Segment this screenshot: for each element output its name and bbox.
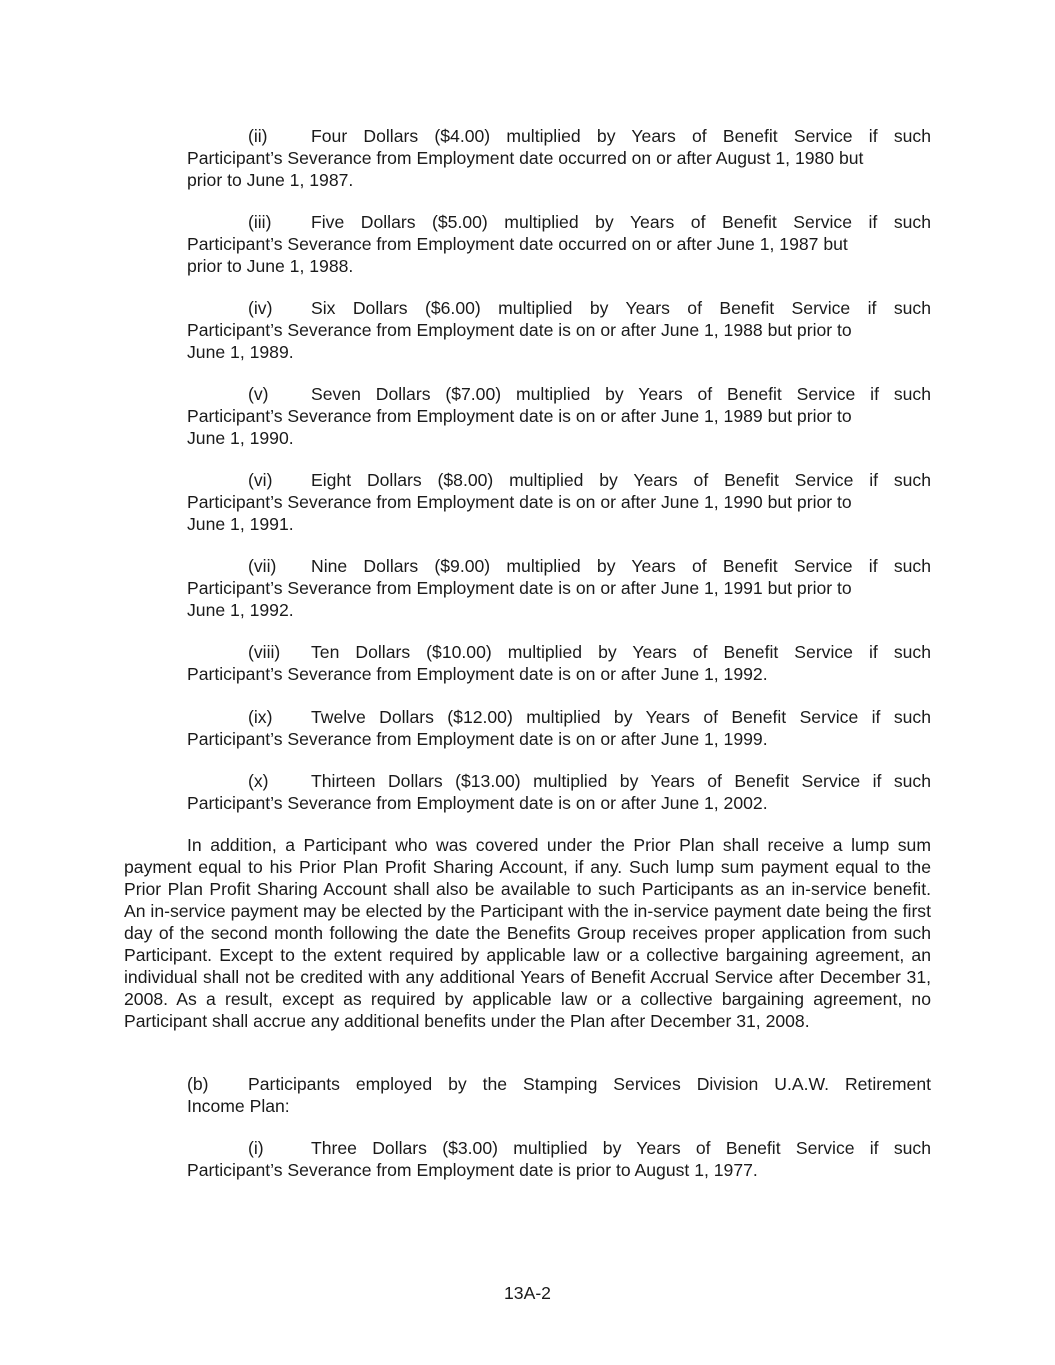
item-text: June 1, 1991.: [187, 514, 294, 534]
list-item: [187, 555, 931, 621]
item-text: Three Dollars ($3.00) multiplied by Years of Benefit Service if such: [311, 1138, 931, 1158]
list-item: [187, 469, 931, 535]
item-text: June 1, 1992.: [187, 600, 294, 620]
item-number: (x): [248, 771, 269, 791]
item-text: Participant’s Severance from Employment date is on or after June 1, 2002.: [187, 793, 768, 813]
item-text: prior to June 1, 1987.: [187, 170, 354, 190]
item-text: Participant’s Severance from Employment date is on or after June 1, 1999.: [187, 729, 768, 749]
item-text: Ten Dollars ($10.00) multiplied by Years of Benefit Service if such: [311, 642, 931, 662]
item-number: (ix): [248, 707, 273, 727]
item-number: (ii): [248, 126, 268, 146]
list-item: [187, 706, 931, 750]
item-number: (viii): [248, 642, 281, 662]
item-text: Participant’s Severance from Employment date is on or after June 1, 1990 but prior to: [187, 492, 852, 512]
item-text: Twelve Dollars ($12.00) multiplied by Years of Benefit Service if such: [311, 707, 931, 727]
item-text: June 1, 1989.: [187, 342, 294, 362]
list-item: [187, 125, 931, 191]
item-text: prior to June 1, 1988.: [187, 256, 354, 276]
list-item: [187, 641, 931, 685]
item-text: Participant’s Severance from Employment date occurred on or after August 1, 1980 but: [187, 148, 864, 168]
list-item: [187, 383, 931, 449]
item-number: (v): [248, 384, 269, 404]
item-text: Nine Dollars ($9.00) multiplied by Years of Benefit Service if such: [311, 556, 931, 576]
item-text: Four Dollars ($4.00) multiplied by Years of Benefit Service if such: [311, 126, 931, 146]
item-number: (iv): [248, 298, 273, 318]
page-number: 13A-2: [504, 1283, 551, 1303]
list-item: [187, 1137, 931, 1181]
list-item: [187, 211, 931, 277]
list-item: [187, 297, 931, 363]
item-number: (iii): [248, 212, 272, 232]
item-text: Five Dollars ($5.00) multiplied by Years of Benefit Service if such: [311, 212, 931, 232]
item-text: Participant’s Severance from Employment date is prior to August 1, 1977.: [187, 1160, 758, 1180]
item-text: Thirteen Dollars ($13.00) multiplied by Years of Benefit Service if such: [311, 771, 931, 791]
item-number: (vi): [248, 470, 273, 490]
item-text: Participant’s Severance from Employment date is on or after June 1, 1989 but prior to: [187, 406, 852, 426]
item-text: Participant’s Severance from Employment date is on or after June 1, 1991 but prior to: [187, 578, 852, 598]
item-text: Participant’s Severance from Employment date is on or after June 1, 1988 but prior to: [187, 320, 852, 340]
item-text: Eight Dollars ($8.00) multiplied by Years of Benefit Service if such: [311, 470, 931, 490]
item-number: (vii): [248, 556, 277, 576]
section-b: [187, 1073, 931, 1117]
item-text: Participant’s Severance from Employment date is on or after June 1, 1992.: [187, 664, 768, 684]
item-text: June 1, 1990.: [187, 428, 294, 448]
item-text: Participant’s Severance from Employment date occurred on or after June 1, 1987 but: [187, 234, 848, 254]
list-item: [187, 770, 931, 814]
section-text: Income Plan:: [187, 1096, 290, 1116]
item-number: (i): [248, 1138, 264, 1158]
section-text: Participants employed by the Stamping Services Division U.A.W. Retirement: [248, 1074, 931, 1094]
item-text: Seven Dollars ($7.00) multiplied by Years of Benefit Service if such: [311, 384, 931, 404]
section-number: (b): [187, 1074, 209, 1094]
item-text: Six Dollars ($6.00) multiplied by Years of Benefit Service if such: [311, 298, 931, 318]
addition-paragraph: In addition, a Participant who was covered under the Prior Plan shall receive a lump sum payment equal to his Prior Plan Profit Sharing Account, if any. Such lump sum payment equal to the Prior Plan Profit Sharing Account shall also be available to such Participants as an in-service benefit. An in-service payment may be elected by the Participant with the in-service payment date being the first day of the second month following the date the Benefits Group receives proper application from such Participant. Except to the extent required by applicable law or a collective bargaining agreement, an individual shall not be credited with any additional Years of Benefit Accrual Service after December 31, 2008. As a result, except as required by applicable law or a collective bargaining agreement, no Participant shall accrue any additional benefits under the Plan after December 31, 2008.: [124, 835, 931, 1031]
